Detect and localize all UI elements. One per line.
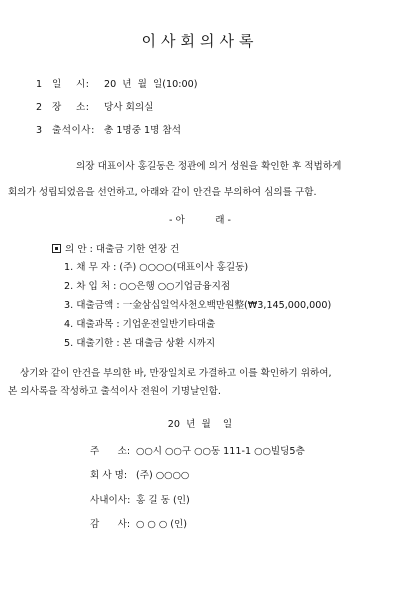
square-bullet-icon [52,244,61,253]
signature-value: ○○시 ○○구 ○○동 111-1 ○○빌딩5층 [136,446,305,457]
meta-number: 1 [36,79,43,90]
closing-line-2: 본 의사록을 작성하고 출석이사 전원이 기명날인함. [8,386,221,397]
agenda-item: 5. 대출기한 : 본 대출금 상환 시까지 [64,338,216,349]
meta-value: 총 1명중 1명 참석 [104,125,181,136]
signature-value: (주) ○○○○ [136,470,190,481]
agenda-item: 2. 차 입 처 : ○○은행 ○○기업금융지점 [64,281,231,292]
below-heading: - 아 래 - [168,215,232,226]
agenda-item: 4. 대출과목 : 기업운전일반기타대출 [64,319,216,330]
meta-value: 20 년 월 일(10:00) [104,79,198,90]
signature-label: 회 사 명: [90,470,128,481]
meta-value: 당사 회의실 [104,102,154,113]
meta-label: 일 시: [52,79,90,90]
signature-label: 감 사: [90,519,131,530]
agenda-title: 의 안 : 대출금 기한 연장 건 [65,244,180,255]
intro-line-1: 의장 대표이사 홍길동은 정관에 의거 성원을 확인한 후 적법하게 [76,161,342,172]
signature-label: 주 소: [90,446,131,457]
intro-line-2: 회의가 성립되었음을 선언하고, 아래와 같이 안건을 부의하여 심의를 구함. [8,187,317,198]
agenda-title-row [52,243,179,256]
signature-value: ○ ○ ○ (인) [136,519,188,530]
signature-label: 사내이사: [90,495,131,506]
meta-number: 3 [36,125,43,136]
meta-label: 출석이사: [52,125,95,136]
meta-number: 2 [36,102,43,113]
signing-date: 20 년 월 일 [167,419,233,430]
signature-value: 홍 길 동 (인) [136,495,190,506]
agenda-item: 3. 대출금액 : 一金삼십일억사천오백만원整(₩3,145,000,000) [64,300,332,311]
document-title: 이사회의사록 [141,32,259,50]
agenda-item: 1. 채 무 자 : (주) ○○○○(대표이사 홍길동) [64,262,249,273]
closing-line-1: 상기와 같이 안건을 부의한 바, 만장일치로 가결하고 이를 확인하기 위하여, [20,368,332,379]
meta-label: 장 소: [52,102,90,113]
